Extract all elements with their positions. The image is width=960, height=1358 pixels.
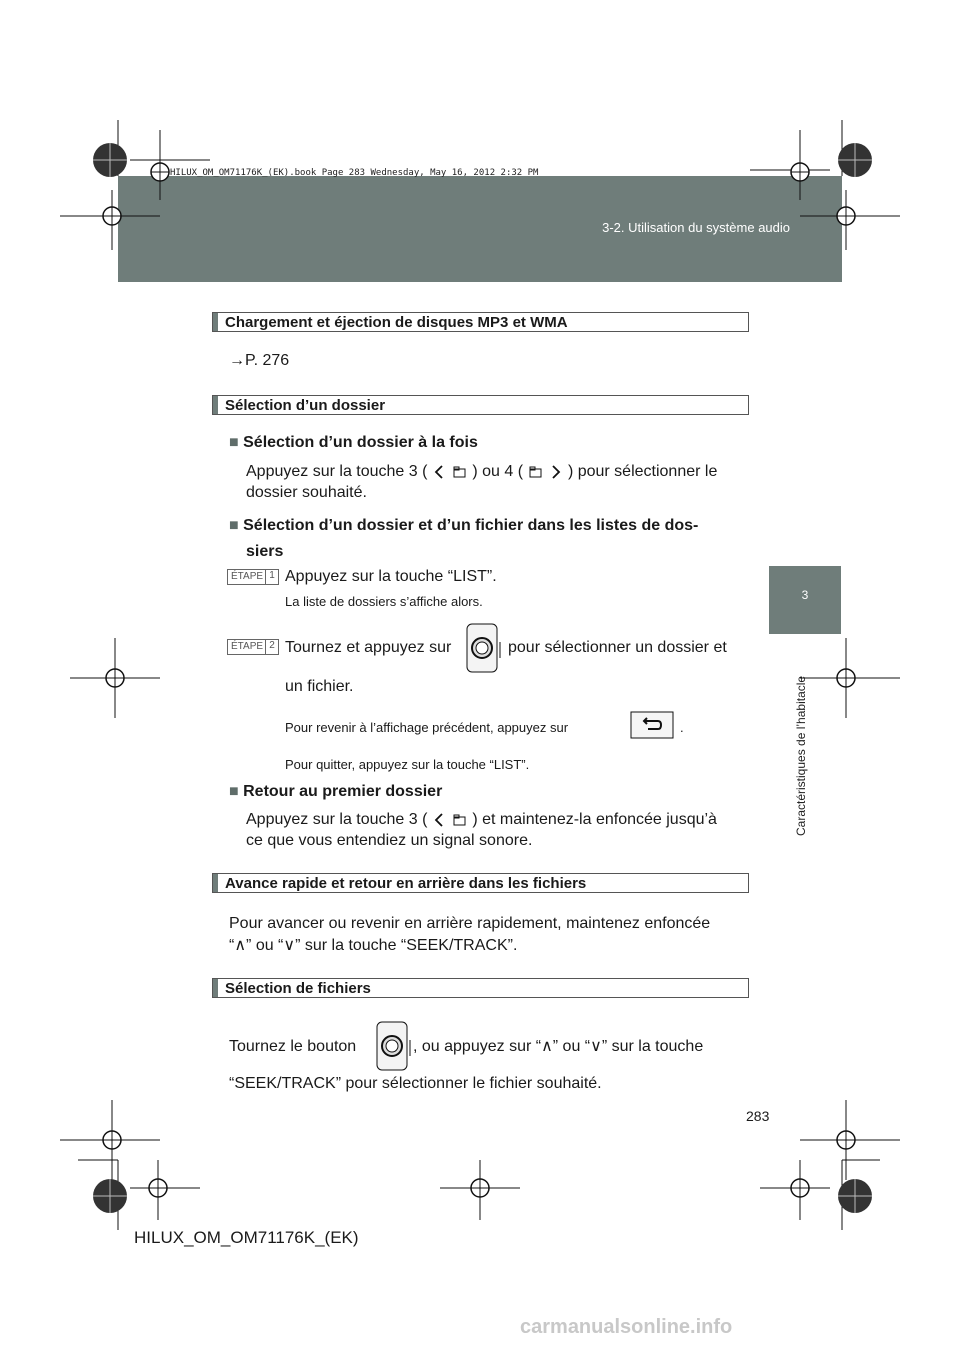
chapter-label-text: Caractéristiques de l’habitacle bbox=[794, 675, 808, 836]
sub1-line1: Appuyez sur la touche 3 ( ) ou 4 ( ) pour sélectionner le bbox=[246, 463, 718, 480]
files-text-c: “SEEK/TRACK” pour sélectionner le fichier souhaité. bbox=[229, 1075, 602, 1092]
files-text-a: Tournez le bouton bbox=[229, 1038, 357, 1055]
ref-loading: →P. 276 bbox=[229, 352, 290, 369]
heading-folder: Sélection d’un dossier bbox=[212, 395, 749, 415]
page-number: 283 bbox=[746, 1108, 770, 1124]
book-info-line: HILUX_OM_OM71176K_(EK).book Page 283 Wednesday, May 16, 2012 2:32 PM bbox=[170, 168, 539, 178]
chapter-number: 3 bbox=[801, 588, 809, 602]
heading-loading: Chargement et éjection de disques MP3 et WMA bbox=[212, 312, 749, 332]
step-2-badge: ÉTAPE 2 bbox=[227, 639, 279, 655]
tune-knob-icon-2 bbox=[375, 1020, 413, 1072]
chevron-left-folder-icon-2 bbox=[432, 812, 468, 828]
back-arrow-icon bbox=[630, 711, 674, 739]
note-back: Pour revenir à l’affichage précédent, appuyez sur bbox=[285, 720, 569, 735]
ffwd-line1: Pour avancer ou revenir en arrière rapidement, maintenez enfoncée bbox=[229, 915, 711, 932]
sub3-line1: Appuyez sur la touche 3 ( ) et maintenez-la enfoncée jusqu’à bbox=[246, 811, 717, 828]
heading-ffwd: Avance rapide et retour en arrière dans les fichiers bbox=[212, 873, 749, 893]
sub1-line2: dossier souhaité. bbox=[246, 484, 367, 501]
step-1-note: La liste de dossiers s’affiche alors. bbox=[285, 594, 483, 609]
section-title: 3-2. Utilisation du système audio bbox=[602, 220, 790, 235]
step-1-text: Appuyez sur la touche “LIST”. bbox=[285, 568, 497, 585]
tune-knob-icon bbox=[465, 622, 503, 674]
step-2-text-a: Tournez et appuyez sur bbox=[285, 639, 452, 656]
heading-files: Sélection de fichiers bbox=[212, 978, 749, 998]
step-1-badge: ÉTAPE 1 bbox=[227, 569, 279, 585]
sub-folder-one: ■ Sélection d’un dossier à la fois bbox=[229, 434, 478, 451]
folder-chevron-right-icon bbox=[527, 464, 563, 480]
chevron-left-folder-icon bbox=[432, 464, 468, 480]
note-quit: Pour quitter, appuyez sur la touche “LIST”. bbox=[285, 757, 530, 772]
watermark: carmanualsonline.info bbox=[520, 1316, 733, 1338]
sub-first-folder: ■ Retour au premier dossier bbox=[229, 783, 443, 800]
sub3-line2: ce que vous entendiez un signal sonore. bbox=[246, 832, 533, 849]
ffwd-line2: “∧” ou “∨” sur la touche “SEEK/TRACK”. bbox=[229, 937, 518, 954]
sub-folder-list: ■ Sélection d’un dossier et d’un fichier dans les listes de dos- siers bbox=[229, 517, 699, 560]
step-2-text-b: pour sélectionner un dossier et bbox=[508, 639, 727, 656]
note-back-end: . bbox=[680, 720, 684, 735]
doc-code: HILUX_OM_OM71176K_(EK) bbox=[134, 1228, 359, 1247]
files-text-b: , ou appuyez sur “∧” ou “∨” sur la touche bbox=[413, 1038, 704, 1055]
step-2-text-c: un fichier. bbox=[285, 678, 354, 695]
